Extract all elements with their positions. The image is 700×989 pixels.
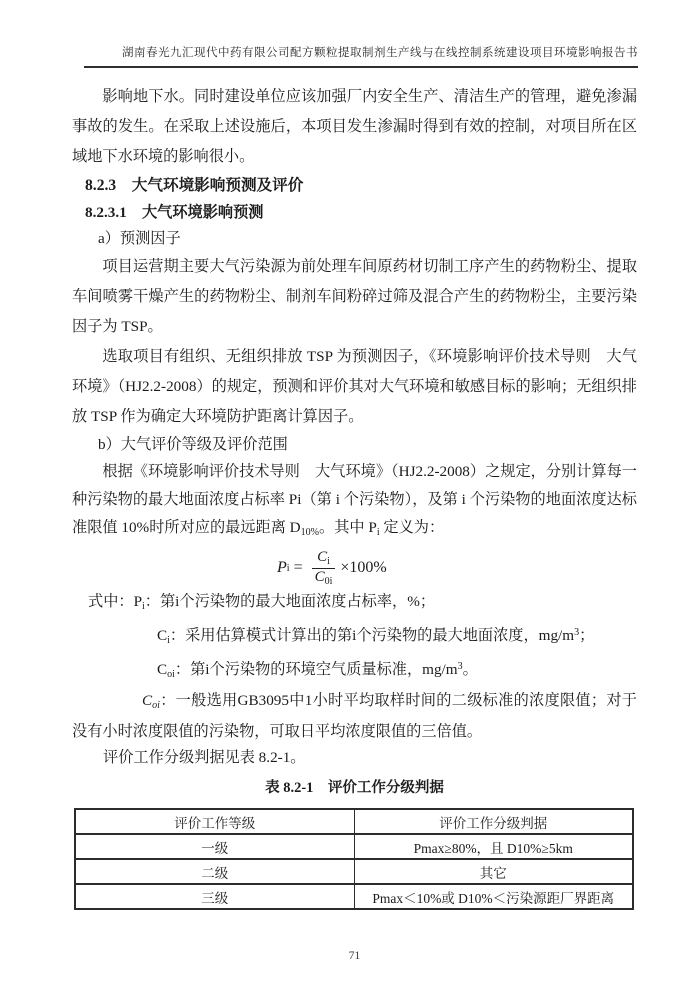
coi-note-text: ：一般选用GB3095中1小时平均取样时间的二级标准的浓度限值；对于没有小时浓度限值的污染物，可取日平均浓度限值的三倍值。: [72, 692, 637, 740]
table-row: [75, 884, 633, 909]
cell-grade-1: 一级: [75, 834, 354, 859]
paragraph-coi-note: [72, 688, 637, 745]
formula-multiplier: ×100%: [340, 559, 387, 576]
running-header: [84, 46, 638, 68]
definition-pi: [72, 589, 637, 620]
formula-pi: [277, 547, 637, 589]
def-ci-text: ：采用估算模式计算出的第i个污染物的最大地面浓度，mg/m: [169, 627, 575, 644]
cell-grade-2: 二级: [75, 859, 354, 884]
def-coi-sup: 3: [457, 661, 463, 672]
col-header-grade: 评价工作等级: [75, 809, 354, 834]
grade-seg1: 根据《环境影响评价技术导则 大气环境》（HJ2.2-2008）之规定，分别计算每一种污染物的最大地面浓度占标率 Pi（第 i 个污染物），及第 i 个污染物的地面浓度达标准限值 10%时所对应的最远距离 D: [72, 463, 637, 536]
heading-8-2-3: 8.2.3 大气环境影响预测及评价: [85, 177, 304, 194]
where-label: 式中：: [88, 593, 134, 610]
table-caption: 表 8.2-1 评价工作分级判据: [265, 780, 444, 796]
def-pi-sym: P: [133, 593, 143, 610]
formula-denominator: [312, 568, 336, 588]
page-number: 71: [348, 950, 361, 962]
grade-sub-pi: i: [376, 527, 380, 538]
paragraph-groundwater: 影响地下水。同时建设单位应该加强厂内安全生产、清洁生产的管理，避免渗漏事故的发生。在采取上述设施后，本项目发生渗漏时得到有效的控制，对项目所在区域地下水环境的影响很小。: [72, 88, 637, 165]
page-content: [72, 82, 637, 962]
def-ci-sub: i: [167, 635, 170, 646]
def-coi-text: ：第i个污染物的环境空气质量标准，mg/m: [174, 661, 458, 678]
cell-criteria-1: Pmax≥80%，且 D10%≥5km: [354, 834, 633, 859]
definition-ci: [72, 620, 637, 654]
col-header-criteria: 评价工作分级判据: [354, 809, 633, 834]
grade-sub-d10: 10%: [300, 527, 319, 538]
cell-criteria-3: Pmax＜10%或 D10%＜污染源距厂界距离: [354, 884, 633, 909]
cell-criteria-2: 其它: [354, 859, 633, 884]
table-header-row: [75, 809, 633, 834]
def-coi-tail: 。: [462, 661, 478, 678]
coi-note-sub: oi: [152, 700, 160, 711]
def-ci-sup: 3: [574, 627, 580, 638]
list-item-b: b）大气评价等级及评价范围: [98, 436, 288, 453]
formula-num-sym: C: [317, 549, 328, 565]
formula-fraction: [312, 549, 336, 587]
definition-coi: [72, 654, 637, 688]
def-coi-sym: C: [157, 661, 168, 678]
formula-equals: =: [293, 559, 303, 576]
grade-seg3: 定义为：: [379, 519, 445, 536]
paragraph-factor-select: 选取项目有组织、无组织排放 TSP 为预测因子，《环境影响评价技术导则 大气环境》（HJ2.2-2008）的规定，预测和评价其对大气环境和敏感目标的影响；无组织排放 TSP 作为确定大环境防护距离计算因子。: [72, 348, 637, 425]
list-item-a: a）预测因子: [98, 230, 181, 247]
coi-note-sym: C: [142, 692, 153, 709]
table-row: [75, 834, 633, 859]
grading-criteria-table: [74, 808, 634, 910]
table-row: [75, 859, 633, 884]
heading-8-2-3-1: 8.2.3.1 大气环境影响预测: [85, 204, 264, 221]
report-title: 湖南春光九汇现代中药有限公司配方颗粒提取制剂生产线与在线控制系统建设项目环境影响报告书: [122, 47, 638, 59]
def-coi-sub: oi: [167, 669, 175, 680]
def-pi-text: ：第i个污染物的最大地面浓度占标率，%；: [144, 593, 436, 610]
cell-grade-3: 三级: [75, 884, 354, 909]
paragraph-pollution-source: 项目运营期主要大气污染源为前处理车间原药材切制工序产生的药物粉尘、提取车间喷雾干燥产生的药物粉尘、制剂车间粉碎过筛及混合产生的药物粉尘，主要污染因子为 TSP。: [72, 258, 637, 335]
def-pi-sub: i: [142, 601, 145, 612]
def-ci-sym: C: [157, 627, 168, 644]
def-ci-tail: ；: [579, 627, 595, 644]
formula-lhs: P: [277, 559, 287, 576]
formula-numerator: [314, 549, 333, 568]
paragraph-grade-criteria: [72, 458, 637, 547]
paragraph-table-ref: 评价工作分级判据见表 8.2-1。: [103, 749, 306, 766]
formula-den-sym: C: [314, 568, 325, 585]
grade-seg2: 。其中 P: [319, 519, 377, 536]
formula-num-sub: i: [327, 556, 330, 567]
formula-lhs-sub: i: [286, 562, 290, 574]
formula-den-sub: 0i: [324, 575, 333, 587]
